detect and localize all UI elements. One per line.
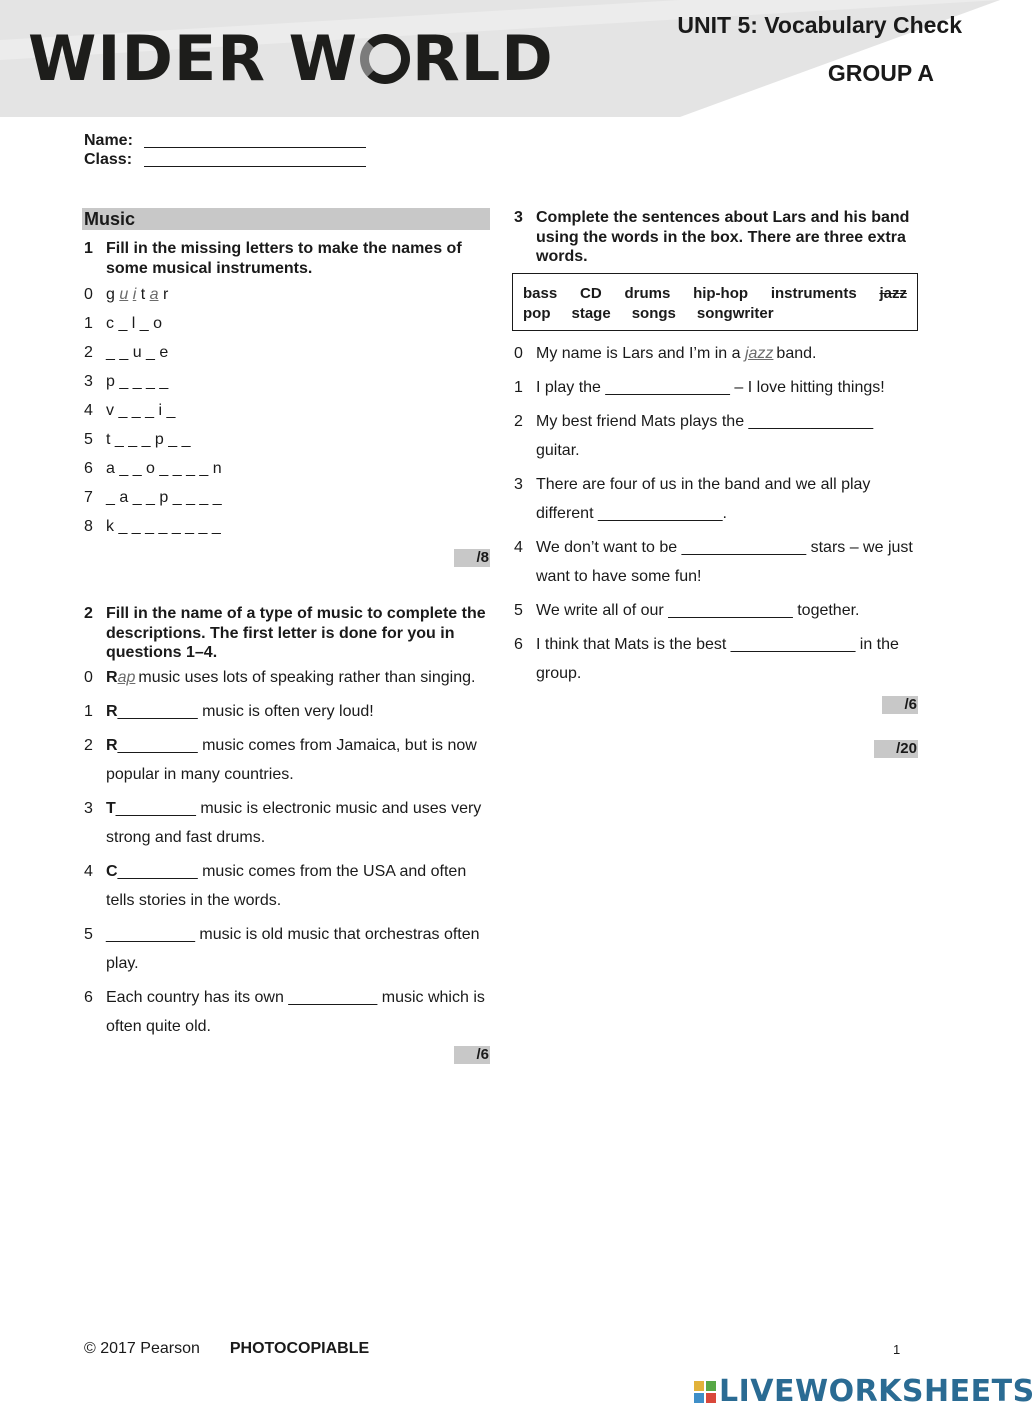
- name-field[interactable]: [144, 131, 366, 148]
- left-column: [82, 208, 490, 1064]
- unit-title: UNIT 5: Vocabulary Check: [677, 12, 962, 38]
- class-label: Class:: [84, 151, 133, 168]
- task-2-item[interactable]: 1 R_________ music is often very loud!: [84, 702, 374, 720]
- page-number: 1: [893, 1342, 901, 1357]
- word-option: hip-hop: [693, 284, 749, 302]
- task-3-item[interactable]: 6 I think that Mats is the best ______________ in the group.: [514, 635, 899, 682]
- task-2-heading: 2 Fill in the name of a type of music to complete the descriptions. The first letter is done for you in questions 1–4.: [82, 604, 490, 663]
- footer-copyright: © 2017 Pearson PHOTOCOPIABLE: [84, 1340, 370, 1357]
- section-title: Music: [82, 208, 490, 230]
- total-score: /20: [512, 740, 918, 758]
- task-2-score: /6: [82, 1046, 490, 1064]
- word-option: CD: [579, 284, 602, 302]
- task-3-item[interactable]: 2 My best friend Mats plays the ______________ guitar.: [514, 412, 874, 459]
- task-2-item[interactable]: 3 T_________ music is electronic music and uses very strong and fast drums.: [84, 799, 482, 846]
- task-2-item[interactable]: 2 R_________ music comes from Jamaica, but is now popular in many countries.: [84, 736, 477, 783]
- task-1-item[interactable]: 1 c _ l _ o: [84, 315, 163, 332]
- task-1-item[interactable]: 6 a _ _ o _ _ _ _ n: [84, 460, 222, 477]
- word-option-used: jazz: [879, 284, 907, 302]
- word-option: instruments: [770, 284, 857, 302]
- word-box: [512, 273, 918, 331]
- word-option: drums: [624, 284, 671, 302]
- word-option: songs: [631, 304, 676, 322]
- task-2-item[interactable]: 4 C_________ music comes from the USA and often tells stories in the words.: [84, 862, 467, 909]
- task-1-example: 0 g u i t a r: [84, 286, 169, 303]
- task-3-item[interactable]: 4 We don’t want to be ______________ stars – we just want to have some fun!: [514, 538, 913, 585]
- group-label: GROUP A: [827, 60, 934, 86]
- task-1-item[interactable]: 8 k _ _ _ _ _ _ _ _: [84, 518, 221, 535]
- word-option: songwriter: [696, 304, 774, 322]
- liveworksheets-brand: LIVEWORKSHEETS: [694, 1374, 1035, 1409]
- task-3-heading: 3 Complete the sentences about Lars and his band using the words in the box. There are three extra words.: [512, 208, 918, 267]
- word-option: bass: [523, 284, 558, 302]
- word-option: pop: [523, 304, 551, 322]
- task-1-item[interactable]: 2 _ _ u _ e: [84, 344, 169, 361]
- class-field[interactable]: [144, 150, 366, 167]
- task-1-instruction: Fill in the missing letters to make the names of some musical instruments.: [106, 240, 462, 277]
- task-3-item[interactable]: 1 I play the ______________ – I love hitting things!: [514, 378, 885, 396]
- word-option: stage: [571, 304, 611, 322]
- task-3-score: /6: [512, 696, 918, 714]
- right-column: [512, 208, 918, 758]
- name-label: Name:: [84, 132, 133, 149]
- student-info: [84, 131, 366, 169]
- task-3-example: 0 My name is Lars and I’m in a jazz band.: [514, 344, 817, 362]
- logo-o-ring-icon: [360, 34, 410, 84]
- task-2-instruction: Fill in the name of a type of music to complete the descriptions. The first letter is done for you in questions 1–4.: [106, 605, 486, 661]
- liveworksheets-logo-icon: [694, 1381, 716, 1403]
- task-1-item[interactable]: 7 _ a _ _ p _ _ _ _: [84, 489, 222, 506]
- task-3-instruction: Complete the sentences about Lars and his band using the words in the box. There are three extra words.: [536, 209, 910, 265]
- task-1-item[interactable]: 5 t _ _ _ p _ _: [84, 431, 191, 448]
- photocopiable-label: PHOTOCOPIABLE: [229, 1340, 370, 1357]
- task-2-item[interactable]: 6 Each country has its own __________ music which is often quite old.: [84, 988, 485, 1035]
- task-1-score: /8: [82, 549, 490, 567]
- wider-world-logo: WIDER W RLD: [28, 22, 554, 95]
- task-2-item[interactable]: 5 __________ music is old music that orchestras often play.: [84, 925, 480, 972]
- task-3-item[interactable]: 3 There are four of us in the band and we all play different ______________.: [514, 475, 871, 522]
- task-3-item[interactable]: 5 We write all of our ______________ together.: [514, 601, 860, 619]
- task-1-item[interactable]: 4 v _ _ _ i _: [84, 402, 176, 419]
- task-1-item[interactable]: 3 p _ _ _ _: [84, 373, 169, 390]
- task-2-example: 0 Rap music uses lots of speaking rather than singing.: [84, 668, 476, 686]
- task-1-heading: 1 Fill in the missing letters to make the names of some musical instruments.: [82, 239, 490, 278]
